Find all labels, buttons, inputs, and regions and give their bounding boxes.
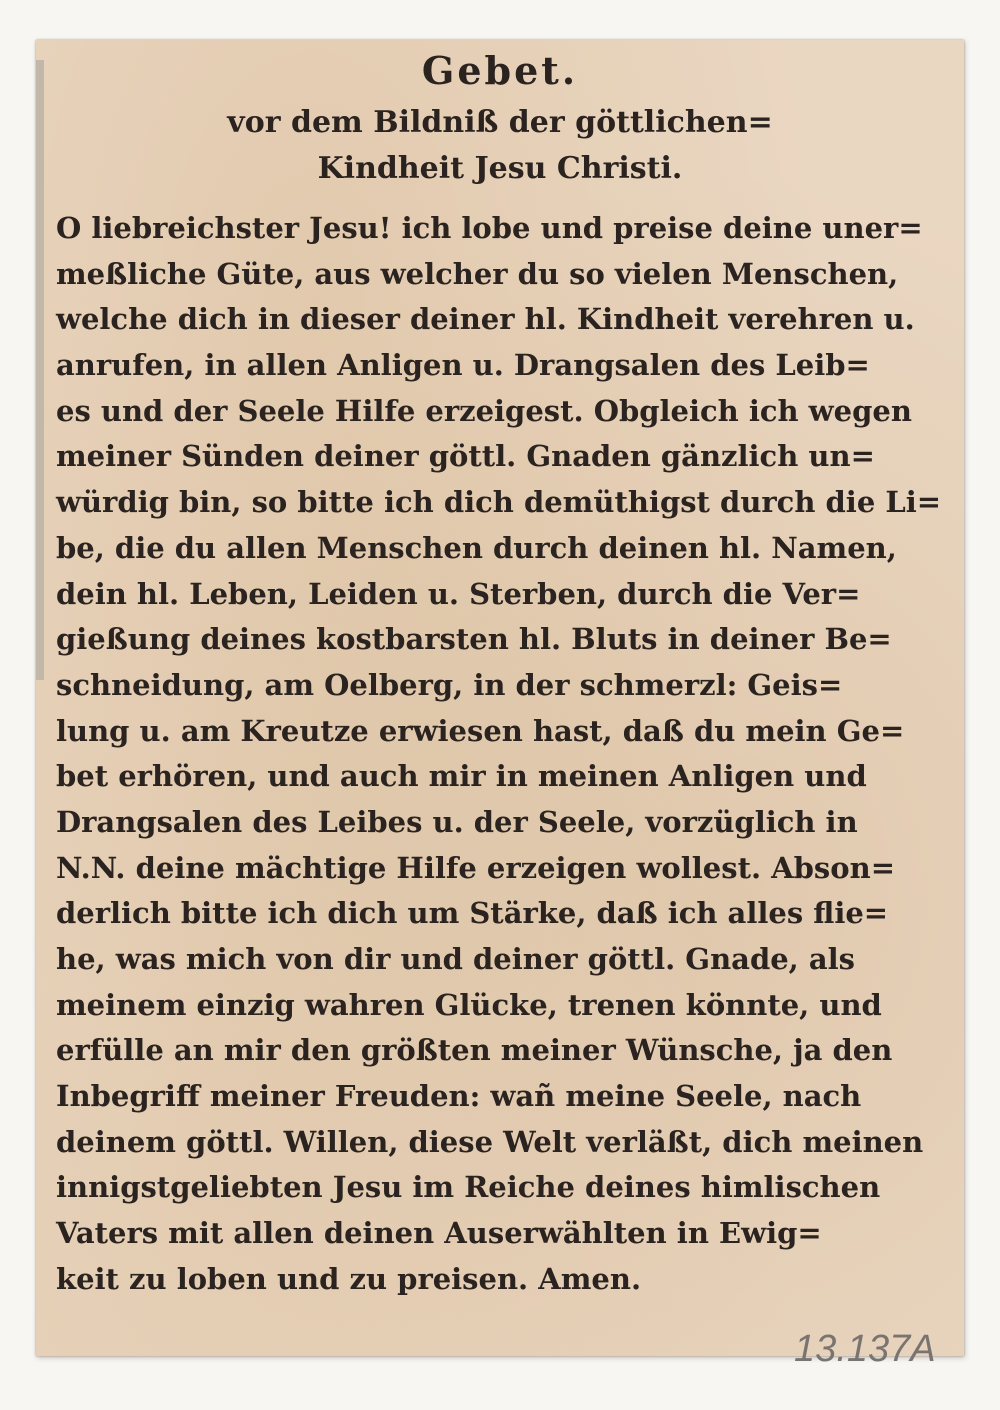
body-line: dein hl. Leben, Leiden u. Sterben, durch die Ver=	[56, 576, 861, 611]
prayer-subtitle	[36, 100, 964, 192]
archive-number: 13.137A	[794, 1328, 936, 1370]
body-line: schneidung, am Oelberg, in der schmerzl: Geis=	[56, 667, 843, 702]
body-line: derlich bitte ich dich um Stärke, daß ich alles flie=	[56, 896, 889, 931]
body-line: würdig bin, so bitte ich dich demüthigst durch die Li=	[56, 485, 942, 520]
body-line: meiner Sünden deiner göttl. Gnaden gänzlich un=	[56, 439, 875, 474]
paper-sheet	[36, 40, 964, 1370]
body-line: innigstgeliebten Jesu im Reiche deines himlischen	[56, 1170, 881, 1205]
subtitle-line: vor dem Bildniß der göttlichen=	[227, 105, 773, 140]
body-line: es und der Seele Hilfe erzeigest. Obgleich ich wegen	[56, 393, 912, 428]
body-line: Vaters mit allen deinen Auserwählten in Ewig=	[56, 1216, 822, 1251]
body-line: deinem göttl. Willen, diese Welt verläßt, dich meinen	[56, 1124, 924, 1159]
body-line: welche dich in dieser deiner hl. Kindheit verehren u.	[56, 302, 915, 337]
body-line: erfülle an mir den größten meiner Wünsche, ja den	[56, 1033, 893, 1068]
body-line: keit zu loben und zu preisen. Amen.	[56, 1261, 642, 1296]
prayer-title: Gebet.	[421, 48, 579, 93]
body-line: gießung deines kostbarsten hl. Bluts in deiner Be=	[56, 622, 892, 657]
body-line: N.N. deine mächtige Hilfe erzeigen wollest. Abson=	[56, 850, 895, 885]
body-line: O liebreichster Jesu! ich lobe und preise deine uner=	[56, 211, 923, 245]
prayer-body	[56, 206, 956, 1303]
subtitle-line: Kindheit Jesu Christi.	[317, 151, 683, 186]
body-line: be, die du allen Menschen durch deinen hl. Namen,	[56, 530, 897, 565]
body-line: anrufen, in allen Anligen u. Drangsalen des Leib=	[56, 348, 870, 383]
body-line: lung u. am Kreutze erwiesen hast, daß du mein Ge=	[56, 713, 905, 748]
body-line: bet erhören, und auch mir in meinen Anligen und	[56, 759, 867, 794]
body-line: meßliche Güte, aus welcher du so vielen Menschen,	[56, 256, 899, 291]
body-line: meinem einzig wahren Glücke, trenen könnte, und	[56, 987, 882, 1022]
body-line: Inbegriff meiner Freuden: wañ meine Seele, nach	[56, 1079, 862, 1114]
body-line: Drangsalen des Leibes u. der Seele, vorzüglich in	[56, 804, 858, 839]
body-line: he, was mich von dir und deiner göttl. Gnade, als	[56, 942, 856, 976]
